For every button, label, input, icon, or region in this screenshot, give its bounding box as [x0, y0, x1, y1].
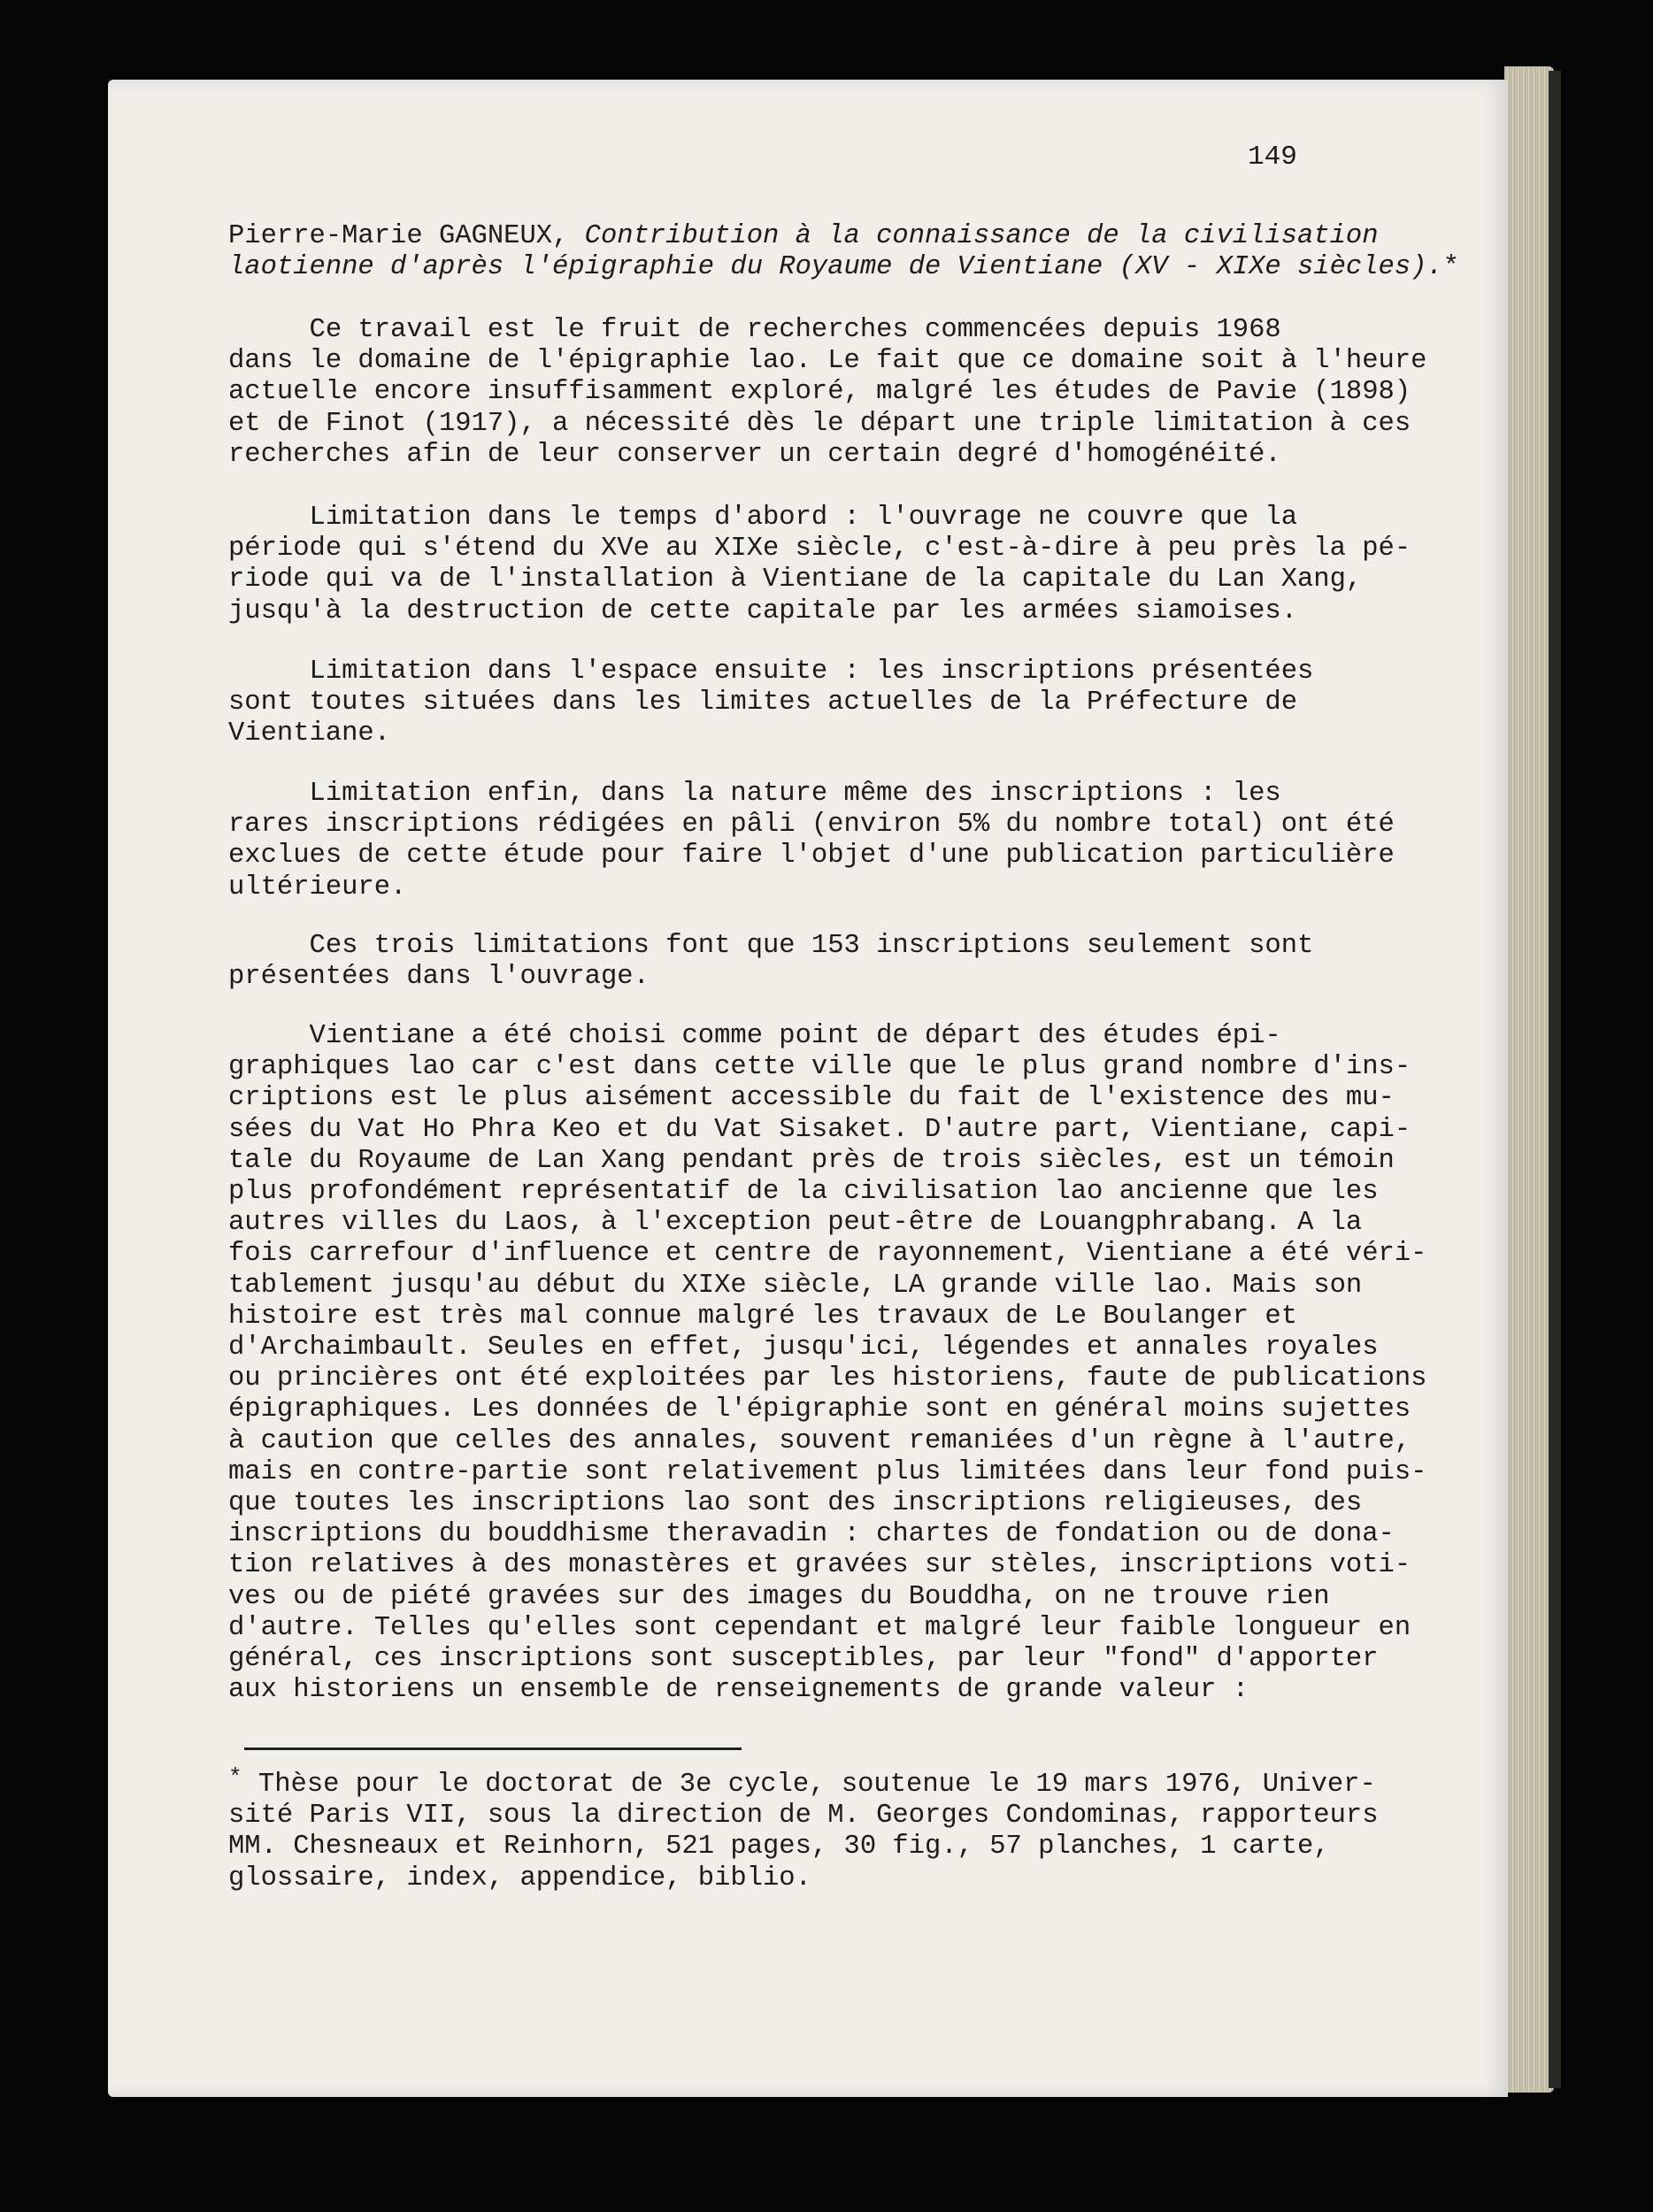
paragraph-line: graphiques lao car c'est dans cette ville que le plus grand nombre d'ins- — [228, 1052, 1411, 1083]
paragraph-line: histoire est très mal connue malgré les travaux de Le Boulanger et — [228, 1301, 1297, 1332]
paragraph-line: ou princières ont été exploitées par les historiens, faute de publications — [228, 1363, 1427, 1394]
paragraph-line: fois carrefour d'influence et centre de rayonnement, Vientiane a été véri- — [228, 1239, 1427, 1270]
paragraph-line: Vientiane. — [228, 718, 391, 749]
paragraph-line: sont toutes situées dans les limites actuelles de la Préfecture de — [228, 687, 1297, 718]
footnote-marker: * — [228, 1764, 242, 1791]
title-line-2: laotienne d'après l'épigraphie du Royaume de Vientiane (XV - XIXe siècles). — [228, 252, 1443, 283]
author-name: Pierre-Marie GAGNEUX, — [228, 221, 585, 251]
paragraph-line: Limitation dans l'espace ensuite : les inscriptions présentées — [228, 657, 1314, 687]
paragraph-4 — [228, 779, 1395, 903]
paragraph-line: recherches afin de leur conserver un certain degré d'homogénéité. — [228, 439, 1281, 470]
page-number: 149 — [1248, 142, 1297, 173]
paragraph-line: à caution que celles des annales, souvent remaniées d'un règne à l'autre, — [228, 1425, 1411, 1456]
paragraph-line: rares inscriptions rédigées en pâli (environ 5% du nombre total) ont été — [228, 810, 1395, 841]
title-note-marker: * — [1442, 252, 1460, 283]
paragraph-line: exclues de cette étude pour faire l'objet d'une publication particulière — [228, 841, 1395, 872]
paragraph-line: Ce travail est le fruit de recherches commencées depuis 1968 — [228, 315, 1281, 345]
paragraph-line: Ces trois limitations font que 153 inscriptions seulement sont — [228, 931, 1314, 961]
paragraph-1 — [228, 315, 1426, 471]
paragraph-6 — [228, 1021, 1426, 1706]
article-heading — [228, 221, 1459, 283]
paragraph-line: aux historiens un ensemble de renseignements de grande valeur : — [228, 1675, 1249, 1706]
paragraph-line: mais en contre-partie sont relativement plus limitées dans leur fond puis- — [228, 1456, 1427, 1487]
paragraph-line: riode qui va de l'installation à Vientiane de la capitale du Lan Xang, — [228, 565, 1363, 595]
paragraph-line: autres villes du Laos, à l'exception peut-être de Louangphrabang. A la — [228, 1208, 1363, 1239]
footnote-separator — [244, 1747, 742, 1750]
footnote-line: glossaire, index, appendice, biblio. — [228, 1863, 811, 1893]
book-binding-shadow — [1549, 71, 1561, 2088]
paragraph-line: période qui s'étend du XVe au XIXe siècle, c'est-à-dire à peu près la pé- — [228, 534, 1411, 565]
paragraph-2 — [228, 503, 1411, 627]
paragraph-line: ves ou de piété gravées sur des images du Bouddha, on ne trouve rien — [228, 1581, 1330, 1612]
paragraph-line: sées du Vat Ho Phra Keo et du Vat Sisaket. D'autre part, Vientiane, capi- — [228, 1114, 1411, 1145]
footnote-line: sité Paris VII, sous la direction de M. Georges Condominas, rapporteurs — [228, 1801, 1379, 1832]
paragraph-line: tion relatives à des monastères et gravées sur stèles, inscriptions voti- — [228, 1550, 1411, 1581]
paragraph-line: Vientiane a été choisi comme point de départ des études épi- — [228, 1021, 1281, 1051]
paragraph-line: tale du Royaume de Lan Xang pendant près de trois siècles, est un témoin — [228, 1145, 1395, 1176]
paragraph-line: présentées dans l'ouvrage. — [228, 962, 650, 993]
paragraph-line: ultérieure. — [228, 872, 407, 902]
paragraph-line: Limitation dans le temps d'abord : l'ouvrage ne couvre que la — [228, 503, 1297, 533]
paragraph-line: épigraphiques. Les données de l'épigraphie sont en général moins sujettes — [228, 1394, 1411, 1425]
book-page-edge — [1504, 66, 1554, 2093]
title-line-1: Contribution à la connaissance de la civilisation — [584, 221, 1379, 251]
paragraph-line: plus profondément représentatif de la civilisation lao ancienne que les — [228, 1177, 1379, 1208]
paragraph-line: dans le domaine de l'épigraphie lao. Le fait que ce domaine soit à l'heure — [228, 346, 1427, 377]
footnote — [228, 1763, 1379, 1894]
paragraph-line: d'autre. Telles qu'elles sont cependant et malgré leur faible longueur en — [228, 1612, 1411, 1643]
paragraph-3 — [228, 657, 1313, 750]
paragraph-line: et de Finot (1917), a nécessité dès le départ une triple limitation à ces — [228, 408, 1411, 439]
paragraph-line: criptions est le plus aisément accessible du fait de l'existence des mu- — [228, 1083, 1395, 1114]
footnote-line: Thèse pour le doctorat de 3e cycle, soutenue le 19 mars 1976, Univer- — [242, 1770, 1376, 1800]
paragraph-line: d'Archaimbault. Seules en effet, jusqu'ici, légendes et annales royales — [228, 1333, 1379, 1363]
paragraph-line: jusqu'à la destruction de cette capitale par les armées siamoises. — [228, 595, 1297, 626]
paragraph-line: inscriptions du bouddhisme theravadin : chartes de fondation ou de dona- — [228, 1519, 1395, 1550]
paragraph-5 — [228, 931, 1313, 993]
paragraph-line: général, ces inscriptions sont susceptibles, par leur "fond" d'apporter — [228, 1644, 1379, 1675]
paragraph-line: tablement jusqu'au début du XIXe siècle, LA grande ville lao. Mais son — [228, 1270, 1363, 1301]
paragraph-line: Limitation enfin, dans la nature même des inscriptions : les — [228, 779, 1281, 809]
paragraph-line: actuelle encore insuffisamment exploré, malgré les études de Pavie (1898) — [228, 377, 1411, 408]
paragraph-line: que toutes les inscriptions lao sont des inscriptions religieuses, des — [228, 1488, 1363, 1519]
footnote-line: MM. Chesneaux et Reinhorn, 521 pages, 30 fig., 57 planches, 1 carte, — [228, 1832, 1330, 1863]
